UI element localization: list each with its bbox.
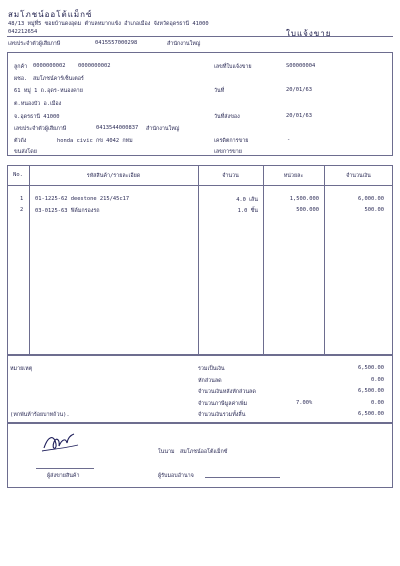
customer-address-3: จ.อุดรธานี 41000 — [14, 114, 60, 120]
customer-tax-id: 0413544000837 — [96, 125, 139, 131]
row-2-qty: 1.0 ชิ้น — [237, 208, 258, 214]
discount-label: หักส่วนลด — [198, 378, 222, 384]
amount-in-words: (หกพันห้าร้อยบาทถ้วน). — [10, 412, 70, 418]
header-description: รหัสสินค้า/รายละเอียด — [86, 173, 141, 179]
customer-code-2: 0000000002 — [78, 63, 111, 69]
header-divider — [7, 36, 393, 37]
document-title: ใบแจ้งขาย — [286, 29, 332, 38]
row-2-unit: 500.000 — [296, 207, 319, 213]
receiver-label: ผู้รับมอบอำนาจ — [158, 473, 194, 479]
company-branch: สำนักงานใหญ่ — [167, 41, 201, 47]
customer-tax-id-label: เลขประจำตัวผู้เสียภาษี — [14, 126, 67, 132]
credit-label: เครดิตการขาย — [214, 138, 249, 144]
customer-name: สมโภชน์คาร์เซ็นเตอร์ — [33, 76, 84, 82]
col-divider-2 — [198, 165, 199, 355]
delivery-label: วันที่ส่งของ — [214, 114, 240, 120]
col-divider-3 — [263, 165, 264, 355]
col-divider-4 — [324, 165, 325, 355]
ref-label: เลขการขาย — [214, 149, 242, 155]
col-divider-1 — [29, 165, 30, 355]
row-2-no: 2 — [20, 207, 24, 213]
vehicle-label: ตัวถัง — [14, 138, 27, 144]
handwritten-signature — [40, 430, 80, 454]
ship-label: ขนส่งโดย — [14, 149, 37, 155]
company-name: สมโภชน์ออโต้แม็กซ์ — [8, 10, 93, 19]
after-discount-label: จำนวนเงินหลังหักส่วนลด — [198, 389, 256, 395]
sum-value: 6,500.00 — [358, 365, 384, 371]
header-qty: จำนวน — [222, 173, 239, 179]
row-1-desc: 01-1225-62 deestone 215/45c17 — [35, 196, 130, 202]
grand-total-value: 6,500.00 — [358, 411, 384, 417]
header-unit-price: หน่วยละ — [283, 173, 304, 179]
discount-value: 0.00 — [371, 377, 384, 383]
in-name-label: ในนาม — [158, 449, 175, 455]
seller-sign-line — [36, 468, 94, 469]
customer-code-label: ลูกค้า — [14, 64, 28, 70]
remark-label: หมายเหตุ — [10, 366, 33, 372]
sum-label: รวมเป็นเงิน — [198, 366, 225, 372]
after-discount-value: 6,500.00 — [358, 388, 384, 394]
customer-address-2: ต.หนองบัว อ.เมือง — [14, 101, 62, 107]
doc-no-label: เลขที่ใบแจ้งขาย — [214, 64, 252, 70]
customer-address-1: 61 หมู่ 1 ถ.อุดร-หนองคาย — [14, 88, 83, 94]
date-value: 20/01/63 — [286, 87, 312, 93]
credit-value: - — [287, 137, 291, 143]
doc-no: S00000004 — [286, 63, 316, 69]
receiver-sign-line — [205, 477, 280, 478]
company-phone: 042212654 — [8, 29, 38, 35]
company-tax-id: 0415557000298 — [95, 40, 138, 46]
row-2-amount: 500.00 — [364, 207, 384, 213]
customer-attn-label: ผชอ. — [14, 76, 28, 82]
row-2-desc: 03-0125-63 ฟิล์มกรองรถ — [35, 208, 100, 214]
row-1-qty: 4.0 เส้น — [236, 197, 258, 203]
items-header-divider — [7, 185, 393, 186]
company-address: 48/13 หมู่ที่5 ซอยบ้านดงอุดม ตำบลหมากแข้ง อำเภอเมือง จังหวัดอุดรธานี 41000 — [8, 21, 209, 27]
delivery-date: 20/01/63 — [286, 113, 312, 119]
vat-rate: 7.00% — [296, 400, 313, 406]
grand-total-label: จำนวนเงินรวมทั้งสิ้น — [198, 412, 246, 418]
vat-label: จำนวนภาษีมูลค่าเพิ่ม — [198, 401, 248, 407]
header-no: No. — [13, 172, 23, 178]
row-1-unit: 1,500.000 — [289, 196, 319, 202]
seller-sign-label: ผู้ส่งขายสินค้า — [47, 473, 80, 479]
row-1-no: 1 — [20, 196, 24, 202]
company-tax-id-label: เลขประจำตัวผู้เสียภาษี — [8, 41, 61, 47]
vehicle-value: honda civic กข 4042 กทม — [57, 138, 133, 144]
in-name-value: สมโภชน์ออโต้แม็กซ์ — [180, 449, 228, 455]
vat-value: 0.00 — [371, 400, 384, 406]
customer-branch: สำนักงานใหญ่ — [146, 126, 180, 132]
header-amount: จำนวนเงิน — [346, 173, 371, 179]
customer-code: 0000000002 — [33, 63, 66, 69]
row-1-amount: 6,000.00 — [358, 196, 384, 202]
items-table — [7, 165, 393, 355]
date-label: วันที่ — [214, 88, 225, 94]
